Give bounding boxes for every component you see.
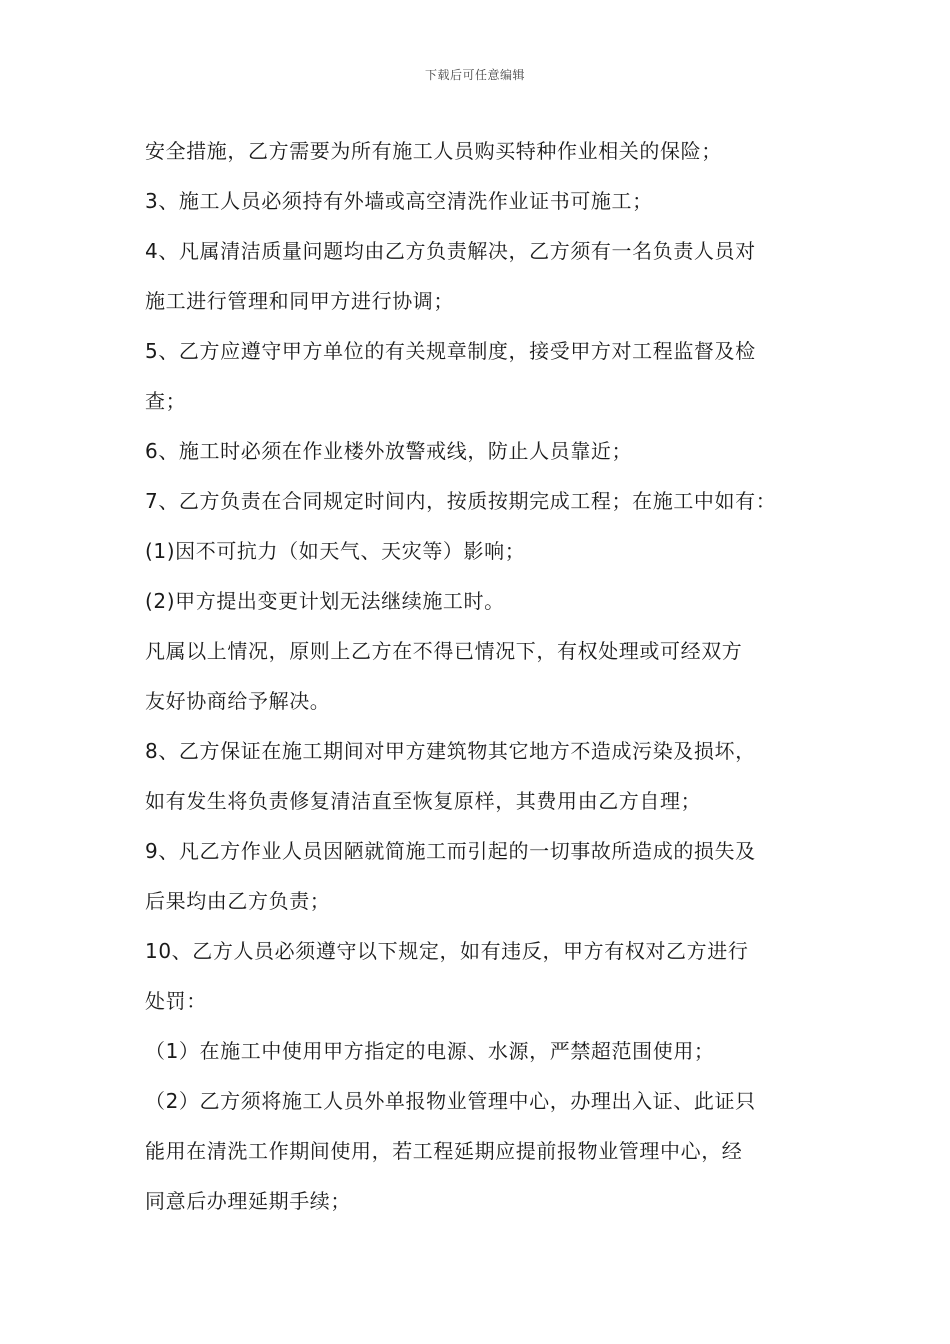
text-line: 安全措施，乙方需要为所有施工人员购买特种作业相关的保险； — [145, 139, 722, 163]
text-line: 施工进行管理和同甲方进行协调； — [145, 289, 454, 313]
text-line: (1)因不可抗力（如天气、天灾等）影响； — [145, 539, 526, 563]
text-line: 友好协商给予解决。 — [145, 689, 331, 713]
text-line: 7、乙方负责在合同规定时间内，按质按期完成工程；在施工中如有： — [145, 489, 777, 513]
text-line: 5、乙方应遵守甲方单位的有关规章制度，接受甲方对工程监督及检 — [145, 339, 756, 363]
text-line: 如有发生将负责修复清洁直至恢复原样，其费用由乙方自理； — [145, 789, 702, 813]
text-line: 6、施工时必须在作业楼外放警戒线，防止人员靠近； — [145, 439, 633, 463]
text-line: 3、施工人员必须持有外墙或高空清洗作业证书可施工； — [145, 189, 653, 213]
text-line: 处罚： — [145, 989, 207, 1013]
text-line: (2)甲方提出变更计划无法继续施工时。 — [145, 589, 505, 613]
text-line: 4、凡属清洁质量问题均由乙方负责解决，乙方须有一名负责人员对 — [145, 239, 756, 263]
text-line: 凡属以上情况，原则上乙方在不得已情况下，有权处理或可经双方 — [145, 639, 743, 663]
header-note: 下载后可任意编辑 — [424, 68, 525, 82]
document-body — [145, 133, 815, 1233]
text-line: 查； — [145, 389, 187, 413]
text-line: 10、乙方人员必须遵守以下规定，如有违反，甲方有权对乙方进行 — [145, 939, 749, 963]
text-line: 9、凡乙方作业人员因陋就简施工而引起的一切事故所造成的损失及 — [145, 839, 756, 863]
text-line: 能用在清洗工作期间使用，若工程延期应提前报物业管理中心，经 — [145, 1139, 743, 1163]
text-line: （1）在施工中使用甲方指定的电源、水源，严禁超范围使用； — [145, 1039, 715, 1063]
text-line: 后果均由乙方负责； — [145, 889, 331, 913]
text-line: （2）乙方须将施工人员外单报物业管理中心，办理出入证、此证只 — [145, 1089, 756, 1113]
text-line: 8、乙方保证在施工期间对甲方建筑物其它地方不造成污染及损坏， — [145, 739, 756, 763]
text-line: 同意后办理延期手续； — [145, 1189, 351, 1213]
